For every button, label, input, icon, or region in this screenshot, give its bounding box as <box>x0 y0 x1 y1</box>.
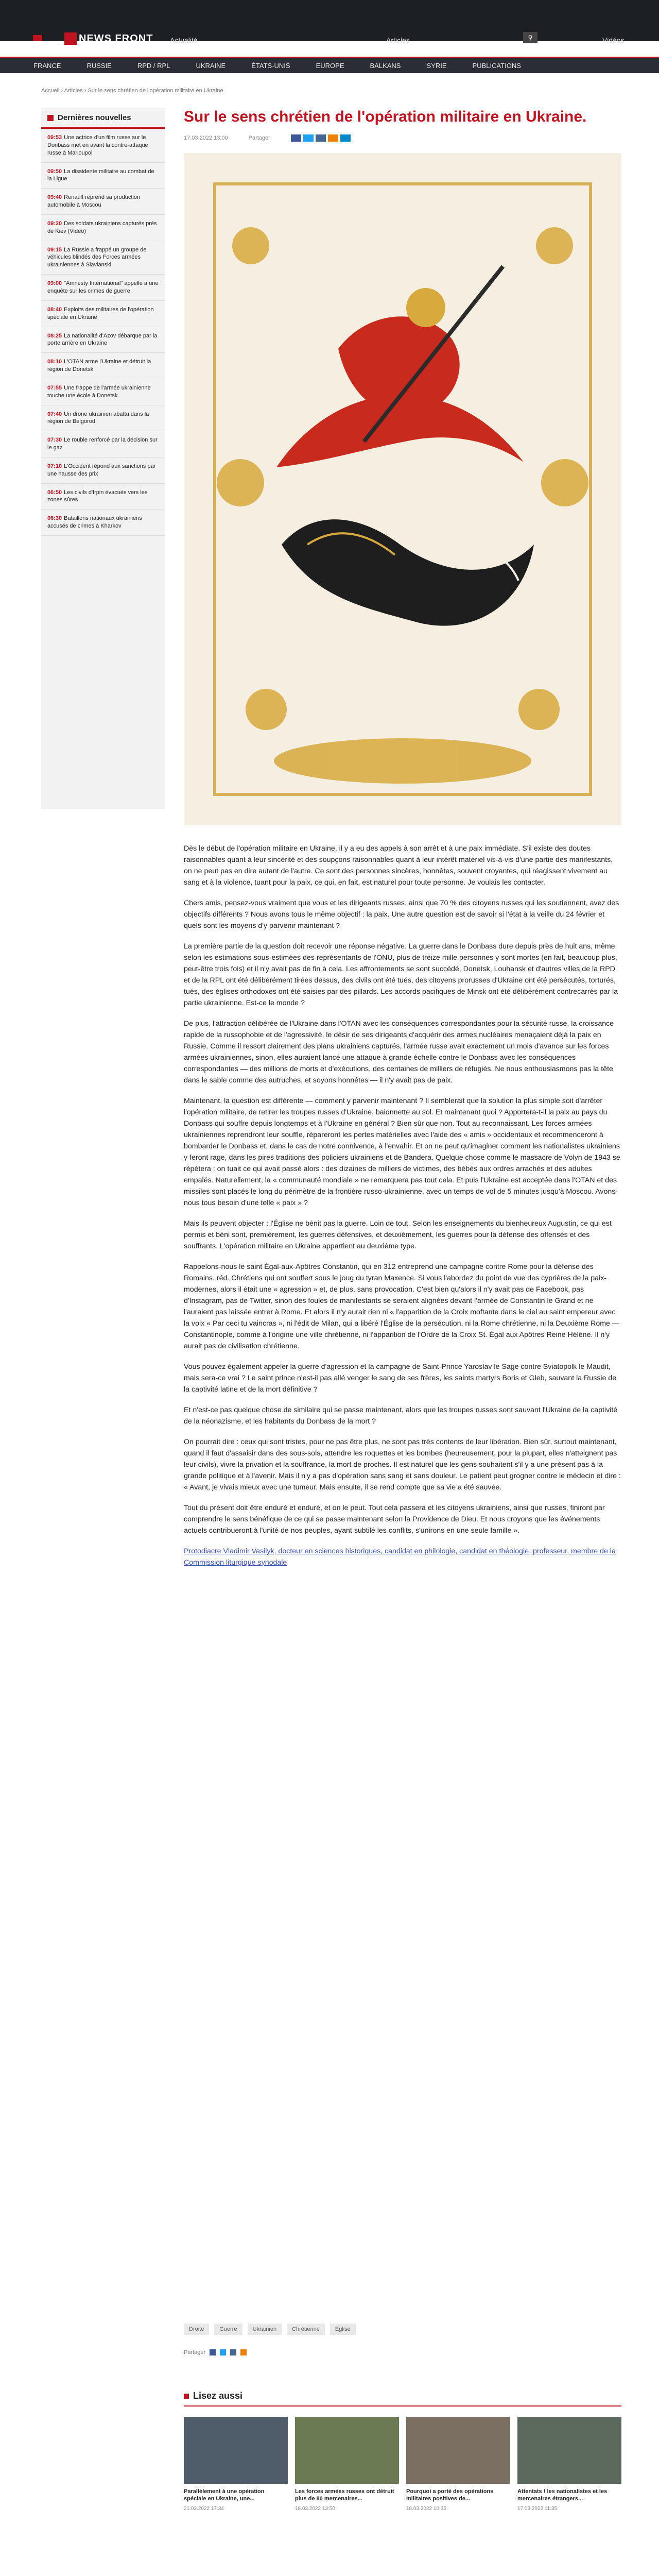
section-dot-icon <box>184 2394 189 2399</box>
paragraph: Et n'est-ce pas quelque chose de similaire qui se passe maintenant, alors que les troupes russes sont sauvant l'Ukraine de la captivité de la néonazisme, et les habitants du Donbass de la mort ? <box>184 1405 618 1426</box>
news-item[interactable] <box>41 163 165 189</box>
article-title: Sur le sens chrétien de l'opération militaire en Ukraine. <box>184 108 587 125</box>
tag[interactable]: Eglise <box>330 2324 356 2335</box>
card-image[interactable] <box>517 2417 621 2484</box>
news-text[interactable]: Bataillons nationaux ukrainiens accusés de crimes à Kharkov <box>47 515 142 530</box>
news-text[interactable]: La Russie a frappé un groupe de véhicules blindés des Forces armées ukrainiennes à Slavianski <box>47 246 147 268</box>
news-time: 09:40 <box>47 194 62 201</box>
news-text[interactable]: Des soldats ukrainiens capturés près de Kiev (Vidéo) <box>47 220 157 234</box>
section-nav <box>0 57 659 73</box>
share-buttons <box>291 134 351 142</box>
logo-text: NEWS FRONT <box>79 32 153 44</box>
vk-icon[interactable] <box>316 134 326 142</box>
facebook-icon[interactable] <box>210 2349 216 2355</box>
news-text[interactable]: Une actrice d'un film russe sur le Donbass met en avant la contre-attaque russe à Marioupol <box>47 134 148 156</box>
news-item[interactable] <box>41 275 165 301</box>
news-text[interactable]: L'OTAN arme l'Ukraine et détruit la région de Donetsk <box>47 359 151 373</box>
breadcrumb[interactable]: Accueil › Articles › Sur le sens chrétien de l'opération militaire en Ukraine <box>41 88 223 94</box>
news-item[interactable] <box>41 510 165 536</box>
related-card[interactable] <box>406 2417 510 2512</box>
news-time: 08:25 <box>47 332 62 339</box>
share-label: Partager <box>248 134 270 141</box>
related-card[interactable] <box>295 2417 399 2512</box>
news-item[interactable] <box>41 189 165 215</box>
ok-icon[interactable] <box>240 2349 247 2355</box>
news-dot-icon <box>47 115 54 121</box>
news-text[interactable]: "Amnesty International" appelle à une enquête sur les crimes de guerre <box>47 280 159 294</box>
share-bar-bottom <box>184 2349 247 2355</box>
news-item[interactable] <box>41 353 165 379</box>
section-publications[interactable]: PUBLICATIONS <box>472 62 521 70</box>
news-text[interactable]: Exploits des militaires de l'opération spéciale en Ukraine <box>47 306 154 320</box>
section-ukraine[interactable]: UKRAINE <box>196 62 226 70</box>
card-title[interactable]: Attentats ! les nationalistes et les mercenaires étrangers... <box>517 2488 608 2502</box>
nav-articles[interactable]: Articles <box>386 36 410 44</box>
section-europe[interactable]: EUROPE <box>316 62 344 70</box>
article-meta <box>184 134 621 142</box>
news-text[interactable]: Un drone ukrainien abattu dans la région de Belgorod <box>47 411 149 425</box>
news-item[interactable] <box>41 431 165 457</box>
vk-icon[interactable] <box>230 2349 236 2355</box>
news-time: 09:53 <box>47 134 62 141</box>
article-body <box>184 843 621 1568</box>
tag[interactable]: Ukrainien <box>248 2324 282 2335</box>
section-syrie[interactable]: SYRIE <box>426 62 447 70</box>
card-image[interactable] <box>295 2417 399 2484</box>
see-also-section <box>184 2391 621 2576</box>
card-title[interactable]: Les forces armées russes ont détruit plus de 80 mercenaires... <box>295 2488 394 2502</box>
news-time: 07:55 <box>47 384 62 391</box>
card-date: 18.03.2022 10:35 <box>406 2505 446 2512</box>
ok-icon[interactable] <box>328 134 338 142</box>
article-illustration <box>184 153 621 825</box>
news-time: 09:15 <box>47 246 62 253</box>
news-text[interactable]: Une frappe de l'armée ukrainienne touche une école à Donetsk <box>47 384 151 399</box>
see-also-title: Lisez aussi <box>184 2391 621 2406</box>
paragraph: Dès le début de l'opération militaire en Ukraine, il y a eu des appels à son arrêt et à une paix immédiate. S'il existe des doutes raisonnables quant à leur sincérité et des soupçons raisonnables quant à leur intérêt matériel vis-à-vis d'une partie des manifestants, on ne peut pas en dire autant de l'autre. Ce sont des personnes sincères, honnêtes, souvent croyantes, qui réagissent vivement au sang et à la violence, tuant pour la paix, ce qui, en fait, est naturel pour toute personne. Je voulais les contacter. <box>184 844 613 887</box>
news-time: 06:50 <box>47 489 62 496</box>
news-text[interactable]: La dissidente militaire au combat de la Ligue <box>47 168 154 182</box>
article-tags <box>184 2324 356 2335</box>
paragraph: De plus, l'attraction délibérée de l'Ukraine dans l'OTAN avec les conséquences correspondantes pour la sécurité russe, la croissance rapide de la russophobie et de l'agressivité, le désir de ses dirigeants d'acquérir des armes nucléaires menaçaient déjà la paix en Russie. Comme il ressort clairement des plans ukrainiens capturés, l'armée russe avait exactement un mois d'avance sur les forces armées ukrainiennes, sinon, elles auraient lancé une attaque à grande échelle contre le Donbass avec les conséquences correspondantes — des millions de morts et d'exécutions, des centaines de milliers de réfugiés. Ne nous enthousiasmons pas la tête dans le sable comme des autruches, et soyons honnêtes — il n'y avait pas de paix. <box>184 1019 614 1084</box>
news-time: 06:30 <box>47 515 62 522</box>
related-card[interactable] <box>184 2417 288 2512</box>
news-item[interactable] <box>41 457 165 484</box>
article-author[interactable]: Protodiacre Vladimir Vasilyk, docteur en sciences historiques, candidat en philologie, candidat en théologie, professeur, membre de la Commission liturgique synodale <box>184 1547 616 1567</box>
news-item[interactable] <box>41 484 165 510</box>
main-article <box>184 108 621 1578</box>
related-cards <box>184 2417 621 2512</box>
search-icon[interactable]: ⚲ <box>523 32 537 43</box>
card-date: 21.03.2022 17:34 <box>184 2505 224 2512</box>
news-item[interactable] <box>41 215 165 241</box>
latest-news-sidebar <box>41 108 165 809</box>
paragraph: Mais ils peuvent objecter : l'Église ne bénit pas la guerre. Loin de tout. Selon les enseignements du bienheureux Augustin, ce qui est permis et béni sont, premièrement, les guerres défensives, et deuxièmement, les guerres pour la défense des offensés et des souffrants. L'opération militaire en Ukraine appartient au deuxième type. <box>184 1219 612 1250</box>
news-item[interactable] <box>41 129 165 163</box>
news-item[interactable] <box>41 327 165 353</box>
news-item[interactable] <box>41 301 165 327</box>
news-item[interactable] <box>41 405 165 432</box>
top-bar <box>0 0 659 44</box>
section-france[interactable]: FRANCE <box>33 62 61 70</box>
section-rpd[interactable]: RPD / RPL <box>137 62 170 70</box>
news-time: 09:00 <box>47 280 62 287</box>
news-time: 07:10 <box>47 463 62 469</box>
news-text[interactable]: L'Occident répond aux sanctions par une hausse des prix <box>47 463 156 477</box>
twitter-icon[interactable] <box>303 134 314 142</box>
news-text[interactable]: Le rouble renforcé par la décision sur le gaz <box>47 437 158 451</box>
tag[interactable]: Droite <box>184 2324 209 2335</box>
tag[interactable]: Guerre <box>214 2324 242 2335</box>
paragraph: Maintenant, la question est différente — comment y parvenir maintenant ? Il semblerait que la solution la plus simple soit d'arrêter l'opération militaire, de retirer les troupes russes d'Ukraine, baionnette au sol. Et maintenant quoi ? Apportera-t-il la paix au pays du Donbass qui souffre depuis longtemps et à l'Ukraine en général ? Bien sûr que non. Tout au reconnaissant. Les forces armées ukrainiennes reprendront leur souffle, répareront les pertes matérielles avec l'aide des « amis » occidentaux et recommenceront à bombarder le Donbass et, dans le cas de notre connivence, à l'envahir. Et on ne peut qu'imaginer comment les nationalistes ukrainiens y feront rage, dans les pires traditions des policiers ukrainiens et de Bandera. Quelque chose comme le massacre de Volyn de 1943 se répétera : on tuait ce qui avait passé alors : des dizaines de milliers de victimes, des bébés aux ordres arrachés et des adultes empalés. Naturellement, la « communauté mondiale » ne remarquera pas tout cela. Et puis l'Ukraine est acceptée dans l'OTAN et des missiles sont placés le long du périmètre de la frontière russo-ukrainienne, avec un temps de vol de 5 minutes jusqu'à Moscou. Avons-nous tous besoin d'une telle « paix » ? <box>184 1096 620 1207</box>
paragraph: Tout du présent doit être enduré et enduré, et on le peut. Tout cela passera et les citoyens ukrainiens, ainsi que russes, finiront par comprendre le sens bénéfique de ce qui se passe maintenant selon la Providence de Dieu. Et nous croyons que les événements actuels contribueront à l'unité de nos peuples, ayant subtilé les conflits, s'unirons en une seule famille ». <box>184 1503 605 1535</box>
news-time: 08:10 <box>47 359 62 365</box>
section-balkans[interactable]: BALKANS <box>370 62 401 70</box>
article-date: 17.03.2022 13:00 <box>184 134 228 141</box>
news-text[interactable]: Les civils d'Irpin évacués vers les zones sûres <box>47 489 148 503</box>
news-text[interactable]: La nationalité d'Azov débarque par la porte arrière en Ukraine <box>47 332 158 347</box>
language-flag-icon[interactable] <box>33 35 42 41</box>
top-nav <box>170 36 410 44</box>
news-item[interactable] <box>41 241 165 275</box>
paragraph: La première partie de la question doit recevoir une réponse négative. La guerre dans le Donbass dure depuis près de huit ans, même selon les estimations sous-estimées des représentants de l'ONU, plus de treize mille personnes y sont mortes (en fait, beaucoup plus, peut-être trois fois) et il n'y avait pas de fin à cela. Les affrontements se sont succédé, Donetsk, Louhansk et d'autres villes de la RPD et de la RPL ont été délibérément tirées dessus, des civils ont été tués, des citoyens prorusses d'Ukraine ont été persécutés, torturés, tués, des églises orthodoxes ont été saisies par des pillards. Les accords pacifiques de Minsk ont été délibérément contrecarrés par la partie ukrainienne. Est-ce le monde ? <box>184 942 618 1007</box>
paragraph: Rappelons-nous le saint Égal-aux-Apôtres Constantin, qui en 312 entreprend une campagne contre Rome pour la défense des Romains, réd. Chrétiens qui ont souffert sous le joug du tyran Maxence. Si vous l'abordez du point de vue des cyprières de la paix- modernes, alors il était une « agression » et, de plus, sans provocation. C'est bien qu'alors il n'y avait pas de Facebook, pas d'Instagram, pas de Twitter, sinon des foules de manifestants se seraient alignées devant l'armée de Constantin le Grand et ne l'auraient pas laissée entrer à Rome. Et alors il n'y aurait rien ni « l'apparition de la Croix moftante dans le ciel au saint empereur avec la voix « Par ceci tu vaincras », ni l'édit de Milan, qui a libéré l'Église de la persécution, ni la Rome chrétienne, ni la Deuxième Rome — Constantinople, comme à l'origine une ville chrétienne, ni l'apparition de l'Ordre de la Croix St. Égal aux Apôtres Reine Hélène. Il n'y aurait pas de civilisation chrétienne. <box>184 1262 620 1350</box>
section-russie[interactable]: RUSSIE <box>86 62 112 70</box>
telegram-icon[interactable] <box>340 134 351 142</box>
nav-actualite[interactable]: Actualité <box>170 36 198 44</box>
site-logo[interactable] <box>64 31 153 46</box>
twitter-icon[interactable] <box>220 2349 226 2355</box>
section-usa[interactable]: ÉTATS-UNIS <box>251 62 290 70</box>
tag[interactable]: Chrétienne <box>287 2324 325 2335</box>
facebook-icon[interactable] <box>291 134 301 142</box>
related-card[interactable] <box>517 2417 621 2512</box>
paragraph: On pourrait dire : ceux qui sont tristes, pour ne pas être plus, ne sont pas très contents de leur libération. Bien sûr, surtout maintenant, quand il faut d'assaisir dans des sous-sols, attendre les roquettes et les bombes (heureusement, pour la plupart, elles n'atteignent pas leur civils), vivre la privation et la souffrance, la mort de proches. Il est naturel que les gens souhaitent s'il y a une présent pas à la grande politique et à l'avenir. Mais il n'y a pas d'opération sans sang et sans douleur. Le patient peut grogner contre le médecin et dire : « Avant, je vivais mieux avec une tumeur. Mais ensuite, il se rend compte que sa vie a été sauvée. <box>184 1437 621 1492</box>
news-text[interactable]: Renault reprend sa production automobile à Moscou <box>47 194 141 209</box>
card-image[interactable] <box>184 2417 288 2484</box>
news-time: 08:40 <box>47 306 62 313</box>
news-time: 07:40 <box>47 411 62 417</box>
card-date: 18.03.2022 13:50 <box>295 2505 335 2512</box>
card-image[interactable] <box>406 2417 510 2484</box>
nav-videos[interactable]: Vidéos <box>602 36 625 44</box>
saint-george-dragon-illustration <box>184 153 621 825</box>
card-title[interactable]: Pourquoi a porté des opérations militaires positives de... <box>406 2488 494 2502</box>
news-item[interactable] <box>41 379 165 405</box>
news-time: 09:20 <box>47 220 62 227</box>
paragraph: Chers amis, pensez-vous vraiment que vous et les dirigeants russes, ainsi que 70 % des citoyens russes qui les soutiennent, avez des objectifs différents ? Nous avons tous le même objectif : la paix. Une autre question est de savoir si l'état à la veille du 24 février et quels sont les moyens d'y parvenir maintenant ? <box>184 899 619 930</box>
sidebar-title: Dernières nouvelles <box>41 108 165 129</box>
news-time: 09:50 <box>47 168 62 175</box>
logo-mark-icon <box>64 32 77 45</box>
card-title[interactable]: Parallèlement à une opération spéciale en Ukraine, une... <box>184 2488 265 2502</box>
news-time: 07:30 <box>47 437 62 444</box>
card-date: 17.03.2022 11:35 <box>517 2505 558 2512</box>
share-label: Partager <box>184 2349 206 2355</box>
paragraph: Vous pouvez également appeler la guerre d'agression et la campagne de Saint-Prince Yaroslav le Sage contre Sviatopolk le Maudit, mais sera-ce vrai ? Le saint prince n'est-il pas allé venger le sang de ses frères, les saints martyrs Boris et Gleb, sauvant la Russie de la captivité latine et de la mort définitive ? <box>184 1362 617 1394</box>
